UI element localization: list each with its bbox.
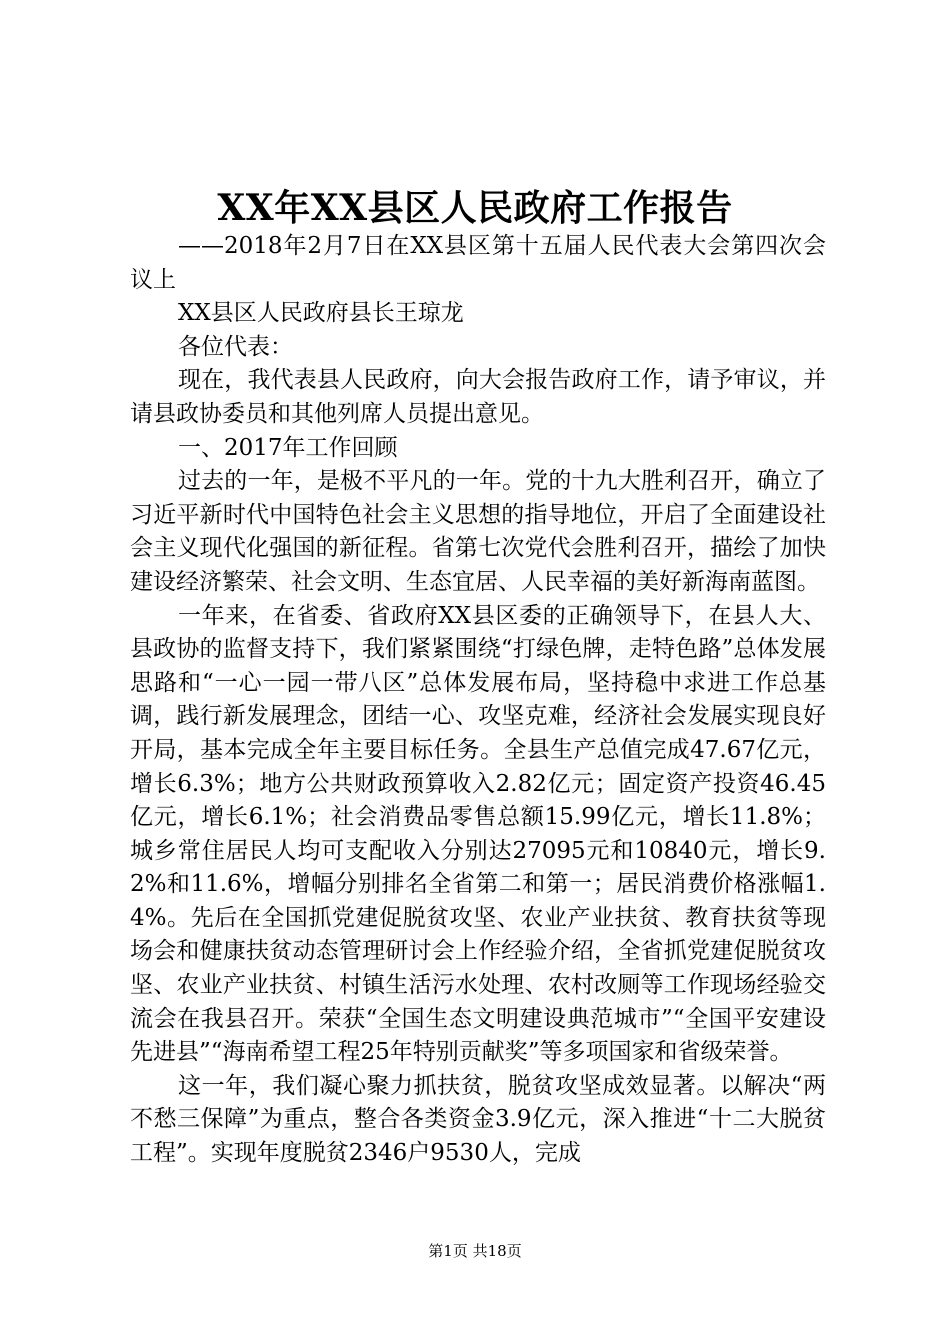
document-body xyxy=(130,230,826,1171)
subtitle-paragraph: ——2018年2月7日在XX县区第十五届人民代表大会第四次会议上 xyxy=(130,233,826,293)
author-paragraph: XX县区人民政府县长王琼龙 xyxy=(178,300,464,327)
document-title: XX年XX县区人民政府工作报告 xyxy=(217,187,733,229)
body-paragraph: 现在，我代表县人民政府，向大会报告政府工作，请予审议，并请县政协委员和其他列席人员提出意见。 xyxy=(130,367,826,427)
section-heading: 一、2017年工作回顾 xyxy=(178,434,398,461)
body-paragraph: 过去的一年，是极不平凡的一年。党的十九大胜利召开，确立了习近平新时代中国特色社会主义思想的指导地位，开启了全面建设社会主义现代化强国的新征程。省第七次党代会胜利召开，描绘了加快建设经济繁荣、社会文明、生态宜居、人民幸福的美好新海南蓝图。 xyxy=(130,468,826,595)
page-number-footer: 第1页 共18页 xyxy=(428,1242,522,1260)
body-paragraph: 一年来，在省委、省政府XX县区委的正确领导下，在县人大、县政协的监督支持下，我们紧紧围绕“打绿色牌，走特色路”总体发展思路和“一心一园一带八区”总体发展布局，坚持稳中求进工作总基调，践行新发展理念，团结一心、攻坚克难，经济社会发展实现良好开局，基本完成全年主要目标任务。全县生产总值完成47.67亿元，增长6.3%；地方公共财政预算收入2.82亿元；固定资产投资46.45亿元，增长6.1%；社会消费品零售总额15.99亿元，增长11.8%；城乡常住居民人均可支配收入分别达27095元和10840元，增长9.2%和11.6%，增幅分别排名全省第二和第一；居民消费价格涨幅1.4%。先后在全国抓党建促脱贫攻坚、农业产业扶贫、教育扶贫等现场会和健康扶贫动态管理研讨会上作经验介绍，全省抓党建促脱贫攻坚、农业产业扶贫、村镇生活污水处理、农村改厕等工作现场经验交流会在我县召开。荣获“全国生态文明建设典范城市”“全国平安建设先进县”“海南希望工程25年特别贡献奖”等多项国家和省级荣誉。 xyxy=(130,602,826,1066)
salutation-paragraph: 各位代表： xyxy=(178,333,293,360)
body-paragraph: 这一年，我们凝心聚力抓扶贫，脱贫攻坚成效显著。以解决“两不愁三保障”为重点，整合各类资金3.9亿元，深入推进“十二大脱贫工程”。实现年度脱贫2346户9530人，完成 xyxy=(130,1072,826,1167)
